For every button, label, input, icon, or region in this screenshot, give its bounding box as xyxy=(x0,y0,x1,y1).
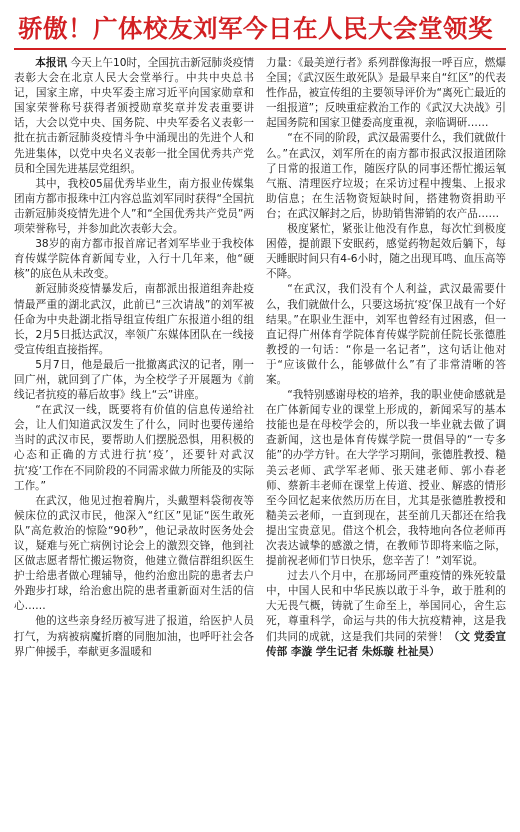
column-right xyxy=(266,56,506,660)
paragraph: “在武汉，我们没有个人利益，武汉最需要什么，我们就做什么，只要这场抗‘疫’保卫战有一个好结果。”在职业生涯中，刘军也曾经有过困惑，但一直记得广州体育学院体育传媒学院前任院长张德胜教授的一句话：“你是一名记者”，这句话让他对于“应该做什么，能够做什么”有了非常清晰的答案。 xyxy=(266,283,506,386)
article-columns xyxy=(14,56,506,660)
paragraph: 5月7日，他是最后一批撤离武汉的记者，刚一回广州，就回到了广体，为全校学子开展题为《前线记者抗疫的幕后故事》线上“云”讲座。 xyxy=(14,358,254,402)
column-left xyxy=(14,56,254,660)
paragraph: 新冠肺炎疫情暴发后，南都派出报道组奔赴疫情最严重的湖北武汉，此前已“三次请战”的刘军被任命为中央赴湖北指导组宣传组广东报道小组的组长，2月5日抵达武汉，率领广东媒体团队在一线接受宣传组直接指挥。 xyxy=(14,283,254,356)
paragraph: 在武汉，他见过抱着胸片，头戴塑料袋彻夜等候床位的武汉市民，他深入“红区”见证“医生敢死队”高危救治的惊险“90秒”，他记录故时医务处会议，疑难与死亡病例讨论会上的激烈交锋，他到社区做志愿者帮忙搬运物资，他建立微信群组织医生护士给患者做心理辅导，他约治愈出院的患者去户外跑步打球，给治愈出院的患者重新面对生活的信心…… xyxy=(14,494,254,613)
paragraph: “我特别感谢母校的培养，我的职业使命感就是在广体新闻专业的课堂上形成的，新闻采写的基本技能也是在母校学会的，所以我一毕业就去做了调查新闻，这也是体育传媒学院一贯倡导的“一专多能”的办学方针。在大学学习期间，张德胜教授、糙美云老师、武学军老师、张天建老师、郭小春老师、蔡新丰老师在课堂上传道、授业、解惑的情形至今回忆起来依然历历在目，尤其是张德胜教授和糙美云老师，一直到现在，甚至前几天都还在给我提出宝贵意见。借这个机会，我特地向各位老师再次表达诚挚的感激之情，在教师节即将来临之际，提前祝老师们节日快乐，您辛苦了！”刘军说。 xyxy=(266,389,506,568)
paragraph: 他的这些亲身经历被写进了报道，给医护人员打气，为病被病魔折磨的同胞加油，也呼吁社会各界广伸援手，奉献更多温暖和 xyxy=(14,615,254,658)
paragraph: 过去八个月中，在那场同严重疫情的殊死较量中，中国人民和中华民族以敢于斗争，敢于胜利的大无畏气概，铸就了生命至上，举国同心，舍生忘死，尊重科学，命运与共的伟大抗疫精神，这是我们共同的成就，这是我们共同的荣誉！（文 党委宣传部 李漩 学生记者 朱烁璇 杜祉昊） xyxy=(266,570,506,658)
paragraph: 38岁的南方都市报首席记者刘军毕业于我校体育传媒学院体育新闻专业，入行十几年来，他“硬核”的底色从未改变。 xyxy=(14,238,254,281)
paragraph: 力量：《最美逆行者》系列群像海报一呼百应，燃爆全国；《武汉医生敢死队》是最早来自“红区”的代表性作品，被宣传组的主要领导评价为“离死亡最近的一组报道”；反映重症救治工作的《武汉大决战》引起国务院和国家卫健委高度重视，亲临调研…… xyxy=(266,57,506,130)
paragraph: 其中，我校05届优秀毕业生，南方报业传媒集团南方都市报珠中江内容总监刘军同时获得“全国抗击新冠肺炎疫情先进个人”和“全国优秀共产党员”两项荣誉称号，并参加此次表彰大会。 xyxy=(14,177,254,236)
paragraph: “在武汉一线，既要将有价值的信息传递给社会，让人们知道武汉发生了什么，同时也要传递给当时的武汉市民，要帮助人们摆脱恐惧，用积极的心态和正确的方式进行抗‘疫’，还要针对武汉抗‘疫’工作在不同阶段的不同需求做力所能及的实际工作。” xyxy=(14,404,254,492)
paragraph: “在不同的阶段，武汉最需要什么，我们就做什么。”在武汉，刘军所在的南方都市报武汉报道团除了日常的报道工作，随医疗队的同事还帮忙搬运氧气瓶、清理医疗垃圾；在采访过程中搜集、上报求助信息；在生活物资短缺时间，搭建物资捐助平台；在武汉解封之后，协助销售滞销的农产品…… xyxy=(266,132,506,220)
headline: 骄傲！广体校友刘军今日在人民大会堂领奖 xyxy=(18,14,493,43)
news-tag: 本报讯 xyxy=(35,57,68,69)
headline-rule xyxy=(14,48,506,50)
byline-credit: （文 党委宣传部 李漩 学生记者 朱烁璇 杜祉昊） xyxy=(266,630,506,658)
paragraph: 本报讯 今天上午10时，全国抗击新冠肺炎疫情表彰大会在北京人民大会堂举行。中共中央总书记，国家主席，中央军委主席习近平向国家勋章和国家荣誉称号获得者颁授勋章奖章并发表重要讲话，大会以党中央、国务院、中央军委名义表彰一批在抗击新冠肺炎疫情斗争中涌现出的先进个人和先进集体，以党中央名义表彰一批全国优秀共产党员和全国先进基层党组织。 xyxy=(14,57,255,175)
paragraph: 极度紧忙，紧张让他没有作息，每次忙到极度困倦，提前跟下安眠药，感觉药物起效后躺下，每天睡眠时间只有4-6小时，随之出现耳鸣、血压高等不降。 xyxy=(266,223,506,281)
